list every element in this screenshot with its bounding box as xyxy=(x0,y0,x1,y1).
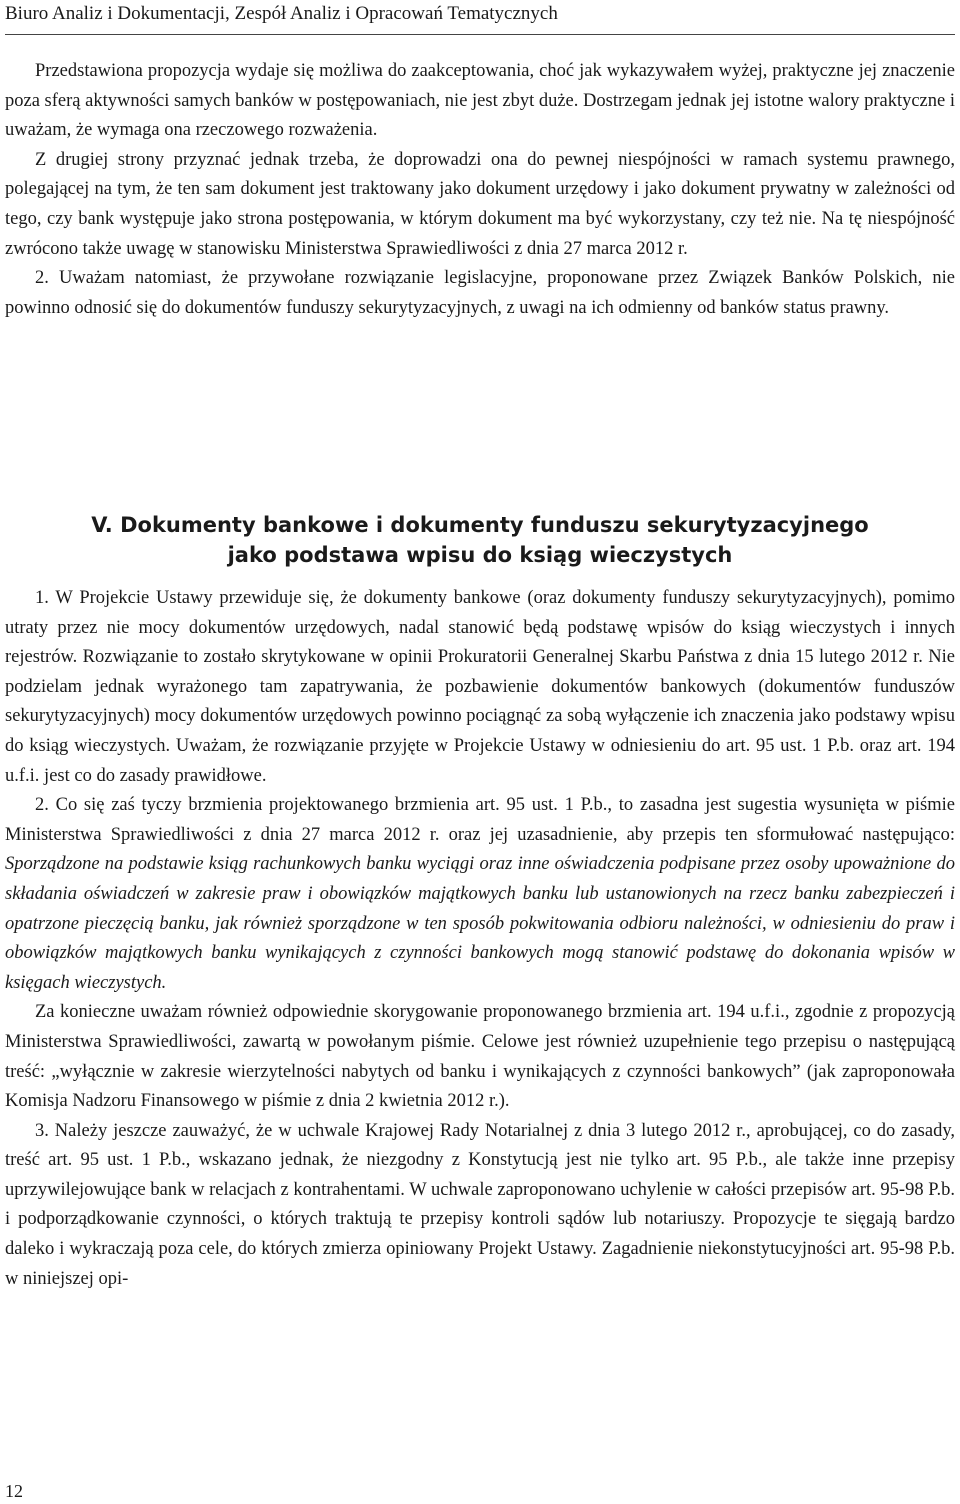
paragraph-securitization-funds: 2. Uważam natomiast, że przywołane rozwiązanie legislacyjne, proponowane przez Związek Banków Polskich, nie powinno odnosić się do dokumentów funduszy sekurytyzacyjnych, z uwagi na ich odmienny od banków status prawny. xyxy=(5,268,955,318)
section-heading-line2: jako podstawa wpisu do ksiąg wieczystych xyxy=(227,543,733,567)
paragraph-proposal-acceptable: Przedstawiona propozycja wydaje się możliwa do zaakceptowania, choć jak wykazywałem wyżej, praktyczne jej znaczenie poza sferą aktywności samych banków w postępowaniach, nie jest zbyt duże. Dostrzegam jednak jej istotne walory praktyczne i uważam, że wymaga ona rzeczowego rozważenia. xyxy=(5,61,955,141)
section-heading-line1: V. Dokumenty bankowe i dokumenty funduszu sekurytyzacyjnego xyxy=(91,513,869,537)
paragraph-point-2-intro: 2. Co się zaś tyczy brzmienia projektowanego brzmienia art. 95 ust. 1 P.b., to zasadna jest sugestia wysunięta w piśmie Ministerstwa Sprawiedliwości z dnia 27 marca 2012 r. oraz jej uzasadnienie, aby przepis ten sformułować następująco: xyxy=(5,795,955,845)
paragraph-art-194-correction: Za konieczne uważam również odpowiednie skorygowanie proponowanego brzmienia art. 194 u.f.i., zgodnie z propozycją Ministerstwa Sprawiedliwości, zawartą w powołanym piśmie. Celowe jest również uzupełnienie tego przepisu o następującą treść: „wyłącznie w zakresie wierzytelności nabytych od banku i wynikających z czynności bankowych” (jak zaproponowała Komisja Nadzoru Finansowego w piśmie z dnia 2 kwietnia 2012 r.). xyxy=(5,1002,955,1112)
proposed-provision-text: Sporządzone na podstawie ksiąg rachunkowych banku wyciągi oraz inne oświadczenia podpisane przez osoby upoważnione do składania oświadczeń w zakresie praw i obowiązków majątkowych banku lub ustanowionych na rzecz banku zabezpieczeń i opatrzone pieczęcią banku, jak również sporządzone w ten sposób pokwitowania odbioru należności, w odniesieniu do praw i obowiązków majątkowych banku wynikających z czynności bankowych mogą stanowić podstawę do dokonania wpisów w księgach wieczystych. xyxy=(5,854,955,993)
section-heading xyxy=(5,510,955,570)
top-text-block xyxy=(5,57,955,323)
header-divider xyxy=(5,34,955,35)
paragraph-point-1: 1. W Projekcie Ustawy przewiduje się, że dokumenty bankowe (oraz dokumenty funduszy sekurytyzacyjnych), pomimo utraty przez nie mocy dokumentów urzędowych, nadal stanowić będą podstawę wpisów do ksiąg wieczystych i innych rejestrów. Rozwiązanie to zostało skrytykowane w opinii Prokuratorii Generalnej Skarbu Państwa z dnia 15 lutego 2012 r. Nie podzielam jednak wyrażonego tam zapatrywania, że pozbawienie dokumentów bankowych (dokumentów funduszów sekurytyzacyjnych) mocy dokumentów urzędowych powinno pociągnąć za sobą wyłączenie ich znaczenia jako podstawy wpisu do ksiąg wieczystych. Uważam, że rozwiązanie przyjęte w Projekcie Ustawy w odniesieniu do art. 95 ust. 1 P.b. oraz art. 194 u.f.i. jest co do zasady prawidłowe. xyxy=(5,588,955,786)
running-header: Biuro Analiz i Dokumentacji, Zespół Analiz i Opracowań Tematycznych xyxy=(5,3,558,24)
paragraph-point-3: 3. Należy jeszcze zauważyć, że w uchwale Krajowej Rady Notarialnej z dnia 3 lutego 2012 r., aprobującej, co do zasady, treść art. 95 ust. 1 P.b., wskazano jednak, że niezgodny z Konstytucją jest nie tylko art. 95 P.b., ale także inne przepisy uprzywilejowujące bank w relacjach z kontrahentami. W uchwale zaproponowano uchylenie w całości przepisów art. 95-98 P.b. i podporządkowanie czynności, o których traktują te przepisy kontroli sądów lub notariuszy. Propozycje te sięgają bardzo daleko i wykraczają poza cele, do których zmierza opiniowany Projekt Ustawy. Zagadnienie niekonstytucyjności art. 95-98 P.b. w niniejszej opi- xyxy=(5,1120,955,1289)
paragraph-point-2 xyxy=(5,791,955,998)
paragraph-inconsistency: Z drugiej strony przyznać jednak trzeba, że doprowadzi ona do pewnej niespójności w ramach systemu prawnego, polegającej na tym, że ten sam dokument jest traktowany jako dokument urzędowy i jako dokument prywatny w zależności od tego, czy bank występuje jako strona postępowania, w którym dokument ma być wykorzystany, czy też nie. Na tę niespójność zwrócono także uwagę w stanowisku Ministerstwa Sprawiedliwości z dnia 27 marca 2012 r. xyxy=(5,149,955,259)
section-text-block xyxy=(5,584,955,1294)
page-number: 12 xyxy=(5,1481,23,1501)
